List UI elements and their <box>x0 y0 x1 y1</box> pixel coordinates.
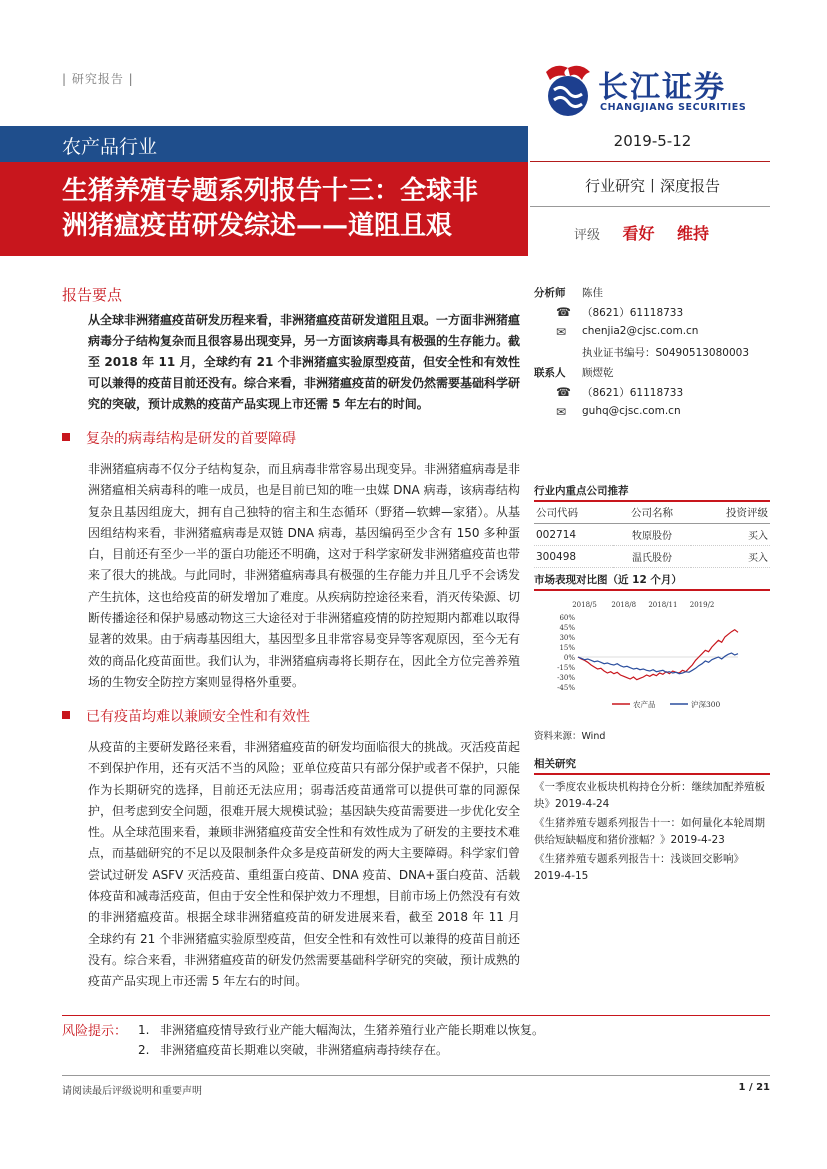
industry-band <box>0 126 528 162</box>
phone-icon: ☎ <box>556 305 571 319</box>
related-item[interactable]: 《生猪养殖专题系列报告十：浅谈回交影响》2019-4-15 <box>534 853 744 882</box>
report-title <box>62 174 522 244</box>
section-body: 非洲猪瘟病毒不仅分子结构复杂，而且病毒非常容易出现变异。非洲猪瘟病毒是非洲猪瘟相关病毒科的唯一成员，也是目前已知的唯一虫媒 DNA 病毒，该病毒结构复杂且基因组庞大，拥有自己独特的宿主和生态循环（野猪—软蜱—家猪）。从基因组结构来看，非洲猪瘟病毒是双链 DNA 病毒，基因编码至少含有 150 多种蛋白，目前还有至少一半的蛋白功能还不明确，这对于科学家研发非洲猪瘟疫苗也带来了很大的挑战。与此同时，非洲猪瘟病毒具有极强的生存能力并且几乎不会诱发产生抗体，这也给疫苗的研发增加了难度。从疾病防控途径来看，消灭传染源、切断传播途径和保护易感动物这三大途径对于非洲猪瘟疫情的防控短期内都难以取得显著的效果。由于病毒基因组大，基因型多且非常容易变异等客观原因，至今无有效的商品化疫苗面世。我们认为，非洲猪瘟病毒将长期存在，因此全方位完善养殖场的生物安全防控方案则显得格外重要。 <box>88 462 521 689</box>
y-tick-label: -30% <box>557 674 575 682</box>
top-companies-title: 行业内重点公司推荐 <box>534 483 770 502</box>
table-row: 002714 牧原股份 买入 <box>534 524 770 546</box>
rating-value: 看好 <box>622 224 655 243</box>
risk-label: 风险提示： <box>62 1024 128 1039</box>
analyst-role: 分析师 <box>534 287 566 299</box>
rating-label: 评级 <box>574 228 601 243</box>
analyst-cert: 执业证书编号：S0490513080003 <box>582 347 750 359</box>
series-line <box>578 653 738 674</box>
market-chart-svg <box>534 595 770 717</box>
key-points-summary: 从全球非洲猪瘟疫苗研发历程来看，非洲猪瘟疫苗研发道阻且艰。一方面非洲猪瘟病毒分子结构复杂而且很容易出现变异，另一方面该病毒具有极强的生存能力。截至 2018 年 11 月，全球约有 21 个非洲猪瘟实验原型疫苗，但安全性和有效性可以兼得的疫苗目前还没有。综合来看，非洲猪瘟疫苗的研发仍然需要基础科学研究的突破，预计成熟的疫苗产品实现上市还需 5 年左右的时间。 <box>88 313 521 411</box>
market-chart <box>534 595 770 717</box>
risk-item: 1. 非洲猪瘟疫情导致行业产能大幅淘汰，生猪养殖行业产能长期难以恢复。 <box>138 1023 545 1037</box>
top-companies-table <box>534 502 770 568</box>
report-date: 2019-5-12 <box>613 132 692 150</box>
risk-item: 2. 非洲猪瘟疫苗长期难以突破，非洲猪瘟病毒持续存在。 <box>138 1043 449 1057</box>
y-tick-label: 15% <box>559 644 575 652</box>
table-header: 公司名称 <box>613 502 692 524</box>
section-heading: 复杂的病毒结构是研发的首要障碍 <box>62 428 296 448</box>
related-title: 相关研究 <box>534 756 770 775</box>
report-title-line2: 洲猪瘟疫苗研发综述——道阻且艰 <box>62 211 453 241</box>
divider <box>62 1015 770 1016</box>
y-tick-label: -15% <box>557 664 575 672</box>
x-tick-label: 2018/8 <box>611 601 637 609</box>
y-tick-label: 60% <box>559 614 575 622</box>
phone-icon: ☎ <box>556 385 571 399</box>
bullet-square-icon <box>62 433 70 441</box>
contact-phone: （8621）61118733 <box>582 387 684 399</box>
footer-divider <box>62 1075 770 1076</box>
table-header: 投资评级 <box>691 502 770 524</box>
analyst-phone: （8621）61118733 <box>582 307 684 319</box>
logo-text-en: CHANGJIANG SECURITIES <box>600 102 747 113</box>
table-header: 公司代码 <box>534 502 613 524</box>
rating-status: 维持 <box>676 224 709 243</box>
analyst-email[interactable]: chenjia2@cjsc.com.cn <box>582 325 699 337</box>
mail-icon: ✉ <box>556 325 567 339</box>
related-item[interactable]: 《生猪养殖专题系列报告十一：如何量化本轮周期供给短缺幅度和猪价涨幅？》2019-4-23 <box>534 817 765 846</box>
report-type: 行业研究丨深度报告 <box>584 177 720 195</box>
contact-name: 顾熤乾 <box>582 367 614 379</box>
y-tick-label: 30% <box>559 634 575 642</box>
company-logo <box>540 60 770 122</box>
y-tick-label: -45% <box>557 684 575 692</box>
legend-label: 沪深300 <box>691 700 721 709</box>
x-tick-label: 2018/11 <box>648 601 678 609</box>
x-tick-label: 2018/5 <box>572 601 597 609</box>
legend-label: 农产品 <box>633 700 656 709</box>
footer-disclaimer: 请阅读最后评级说明和重要声明 <box>62 1086 202 1097</box>
report-tag: | 研究报告 | <box>62 72 134 86</box>
y-tick-label: 0% <box>563 654 575 662</box>
analyst-info <box>534 285 770 425</box>
page-number: 1 / 21 <box>738 1082 770 1093</box>
chart-source: 资料来源：Wind <box>534 731 606 742</box>
bullet-square-icon <box>62 711 70 719</box>
contact-role: 联系人 <box>534 367 566 379</box>
related-item[interactable]: 《一季度农业板块机构持仓分析：继续加配养殖板块》2019-4-24 <box>534 781 765 810</box>
logo-text-cn: 长江证券 <box>598 70 726 105</box>
divider <box>530 161 770 162</box>
logo-emblem-icon <box>540 60 596 118</box>
key-points-title: 报告要点 <box>62 286 123 304</box>
table-row: 300498 温氏股份 买入 <box>534 546 770 568</box>
mail-icon: ✉ <box>556 405 567 419</box>
series-line <box>578 630 738 680</box>
report-title-line1: 生猪养殖专题系列报告十三：全球非 <box>62 176 479 206</box>
chart-title: 市场表现对比图（近 12 个月） <box>534 572 770 591</box>
section-heading: 已有疫苗均难以兼顾安全性和有效性 <box>62 706 310 726</box>
related-research <box>534 756 770 887</box>
contact-email[interactable]: guhq@cjsc.com.cn <box>582 405 681 417</box>
y-tick-label: 45% <box>559 624 575 632</box>
divider <box>530 206 770 207</box>
rating-row <box>574 221 709 244</box>
x-tick-label: 2019/2 <box>689 601 715 609</box>
top-companies <box>534 483 770 568</box>
analyst-name: 陈佳 <box>582 287 603 299</box>
title-band <box>0 162 528 256</box>
section-body: 从疫苗的主要研发路径来看，非洲猪瘟疫苗的研发均面临很大的挑战。灭活疫苗起不到保护作用，还有灭活不当的风险；亚单位疫苗只有部分保护或者不保护，只能作为长期研究的选择，目前还无法应用；弱毒活疫苗通常可以提供可靠的同源保护，但考虑到安全问题，很难开展大规模试验；基因缺失疫苗需要进一步优化安全性。从全球范围来看，兼顾非洲猪瘟疫苗安全性和有效性成为了研发的主要技术难点，而基础研究的不足以及限制条件众多是疫苗研发的两大主要障碍。科学家们曾尝试过研发 ASFV 灭活疫苗、重组蛋白疫苗、DNA 疫苗、DNA+蛋白疫苗、活载体疫苗和减毒活疫苗，但由于安全性和保护效力不理想，目前市场上仍然没有有效的非洲猪瘟疫苗。根据全球非洲猪瘟疫苗的研发进展来看，截至 2018 年 11 月全球约有 21 个非洲猪瘟实验原型疫苗，但安全性和有效性可以兼得的疫苗目前还没有。综合来看，非洲猪瘟疫苗的研发仍然需要基础科学研究的突破，预计成熟的疫苗产品实现上市还需 5 年左右的时间。 <box>88 740 521 989</box>
industry-label: 农产品行业 <box>62 136 158 158</box>
